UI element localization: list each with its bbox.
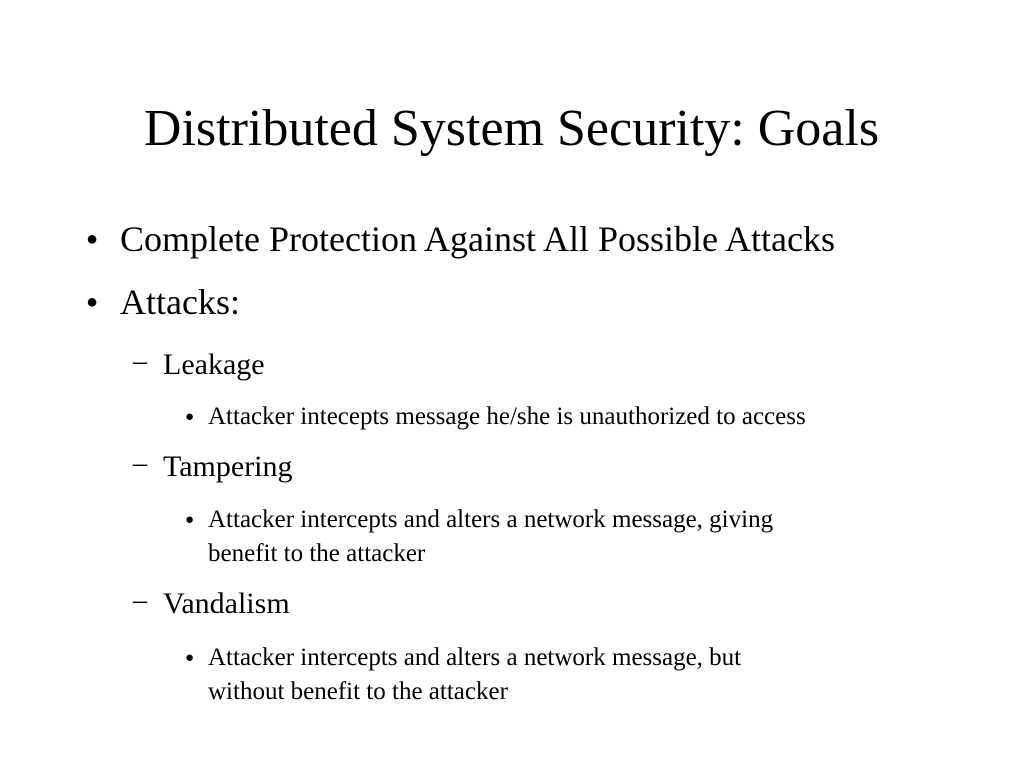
bullet-dot-icon: ● xyxy=(185,650,195,666)
attack-name: Vandalism xyxy=(163,587,290,620)
bullet-text: Complete Protection Against All Possible Attacks xyxy=(120,219,835,259)
bullet-dot-icon: ● xyxy=(185,409,195,425)
dash-icon: – xyxy=(133,448,147,479)
dash-icon: – xyxy=(133,585,147,616)
bullet-item-protection xyxy=(0,218,1023,260)
attack-item-vandalism xyxy=(0,586,1023,622)
attack-name: Tampering xyxy=(163,450,293,483)
attack-name: Leakage xyxy=(163,348,265,381)
attack-detail-line: Attacker intercepts and alters a network message, but xyxy=(208,644,742,671)
bullet-text: Attacks: xyxy=(120,282,240,322)
attack-detail-line: without benefit to the attacker xyxy=(208,678,508,705)
dash-icon: – xyxy=(133,346,147,377)
attack-detail-line: Attacker intercepts and alters a network message, giving xyxy=(208,506,774,533)
attack-detail-line: Attacker intecepts message he/she is unauthorized to access xyxy=(208,403,806,430)
slide-title: Distributed System Security: Goals xyxy=(143,100,880,157)
bullet-dot-icon: ● xyxy=(185,512,195,528)
attack-detail-vandalism xyxy=(0,641,1023,709)
attack-item-tampering xyxy=(0,449,1023,485)
attack-item-leakage xyxy=(0,347,1023,383)
attack-detail-tampering xyxy=(0,503,1023,571)
bullet-dot-icon: ● xyxy=(86,291,99,313)
bullet-dot-icon: ● xyxy=(86,228,99,250)
bullet-item-attacks xyxy=(0,281,1023,323)
attack-detail-line: benefit to the attacker xyxy=(208,540,426,567)
attack-detail-leakage xyxy=(0,400,1023,434)
